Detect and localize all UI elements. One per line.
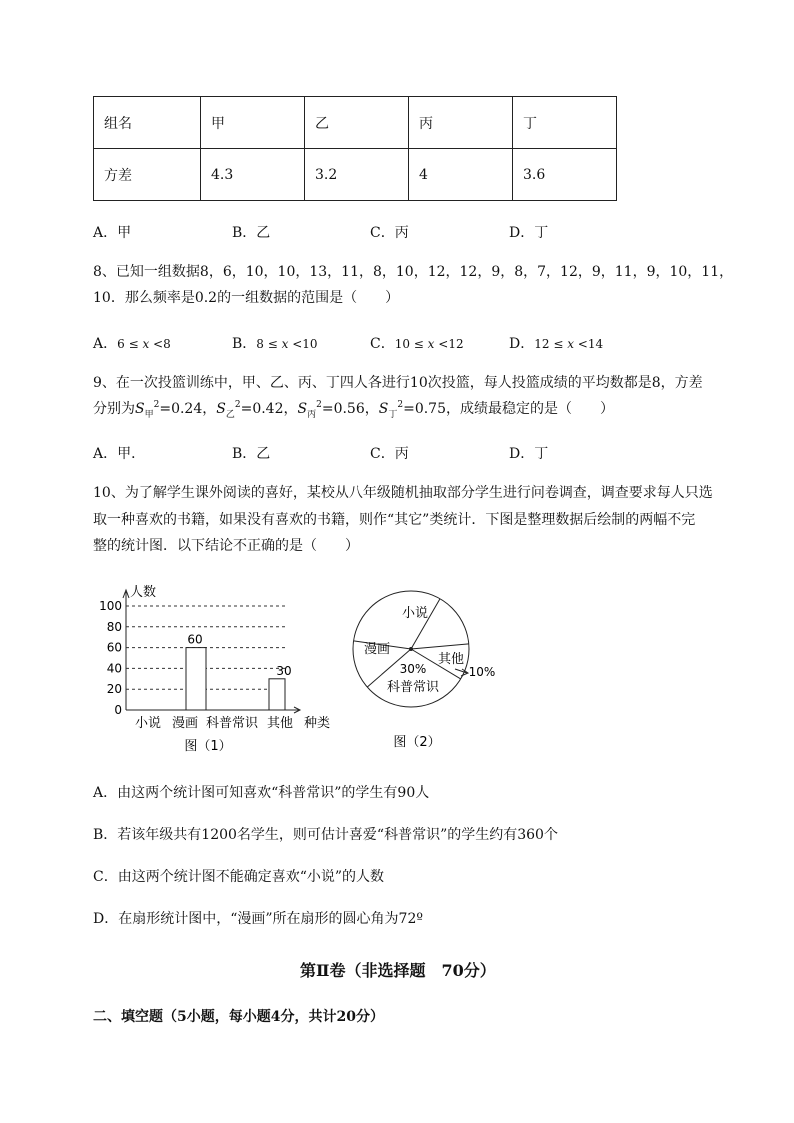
q7-option-b: B．乙 (232, 225, 271, 241)
option-var: x (427, 337, 435, 351)
figure-caption: 图（1） (184, 739, 232, 754)
option-label: B． (232, 336, 257, 352)
pie-label: 其他 (437, 652, 465, 667)
s-sup: 2 (316, 400, 322, 410)
table-row (94, 149, 617, 201)
y-tick-label: 80 (106, 619, 122, 634)
q9-option-a: A．甲． (93, 446, 146, 462)
q10-option-c: C．由这两个统计图不能确定喜欢“小说”的人数 (93, 869, 385, 885)
pie-center (409, 647, 413, 651)
q9-option-b: B．乙 (232, 446, 271, 462)
q9-suffix: 成绩最稳定的是（ ） (460, 401, 614, 417)
q7-option-d: D．丁 (509, 225, 549, 241)
q8-option-d (509, 333, 603, 353)
x-tick-label: 小说 (134, 716, 162, 731)
section-title: 第Ⅱ卷（非选择题 70分） (300, 961, 496, 980)
table-cell: 丙 (409, 97, 513, 149)
q10-line-2: 取一种喜欢的书籍，如果没有喜欢的书籍，则作“其它”类统计．下图是整理数据后绘制的两幅不完 (93, 512, 696, 528)
option-label: A． (93, 336, 118, 352)
q7-option-c: C．丙 (370, 225, 409, 241)
q8-line-1: 8、已知一组数据8，6，10，10，13，11，8，10，12，12，9，8，7，12，9，11，9，10，11， (93, 264, 734, 280)
option-pre: 12 ≤ (534, 337, 568, 351)
option-post: <10 (288, 337, 318, 351)
y-tick-label: 20 (106, 682, 122, 697)
pie-label: 漫画 (363, 642, 391, 657)
q10-option-d: D．在扇形统计图中，“漫画”所在扇形的圆心角为72º (93, 911, 423, 927)
x-tick-label: 其他 (266, 716, 294, 731)
data-label: 30 (276, 663, 292, 678)
q10-line-3: 整的统计图．以下结论不正确的是（ ） (93, 538, 359, 554)
s-val: =0.24， (159, 401, 217, 417)
option-var: x (567, 337, 574, 351)
table-cell: 3.2 (305, 149, 409, 201)
q9-line-2 (93, 396, 614, 425)
q10-line-1: 10、为了解学生课外阅读的喜好，某校从八年级随机抽取部分学生进行问卷调查，调查要求每人只选 (93, 485, 713, 501)
s-sup: 2 (234, 400, 241, 410)
option-label: C． (370, 336, 395, 352)
pie-annotation: 10% (468, 665, 496, 679)
option-post: <8 (149, 337, 171, 351)
table-cell: 乙 (305, 97, 409, 149)
y-axis-label: 人数 (130, 585, 157, 600)
table-cell: 甲 (201, 97, 305, 149)
option-pre: 10 ≤ (394, 337, 428, 351)
y-tick-label: 0 (114, 703, 122, 717)
s-sup: 2 (397, 400, 404, 410)
s-sub: 丙 (307, 410, 317, 420)
pie-label: 科普常识 (386, 680, 440, 695)
q9-line-1: 9、在一次投篮训练中，甲、乙、丙、丁四人各进行10次投篮，每人投篮成绩的平均数都是8，方差 (93, 375, 703, 391)
y-tick-label: 60 (106, 640, 122, 655)
q8-option-c (370, 333, 464, 353)
table-cell: 方差 (94, 149, 201, 201)
pie-label: 小说 (401, 606, 429, 621)
option-var: x (281, 337, 289, 351)
bar (186, 648, 206, 710)
s-letter: S (135, 401, 145, 417)
section-heading: 二、填空题（5小题，每小题4分，共计20分） (93, 1009, 384, 1025)
q9-option-c: C．丙 (370, 446, 409, 462)
table-cell: 组名 (94, 97, 201, 149)
y-tick-label: 100 (99, 599, 122, 613)
q7-option-a: A．甲 (93, 225, 132, 241)
bar (269, 679, 285, 710)
s-val: =0.42， (240, 401, 298, 417)
table-row (94, 97, 617, 149)
option-post: <12 (434, 337, 464, 351)
x-axis-label: 种类 (303, 716, 331, 731)
q9-option-d: D．丁 (509, 446, 549, 462)
q10-option-a: A．由这两个统计图可知喜欢“科普常识”的学生有90人 (93, 785, 430, 801)
q8-option-b (232, 333, 318, 353)
table-cell: 丁 (513, 97, 617, 149)
pie-chart (345, 585, 505, 755)
s-sup: 2 (153, 400, 160, 410)
table-cell: 4.3 (201, 149, 305, 201)
s-sub: 甲 (144, 410, 154, 420)
q8-option-a (93, 333, 171, 353)
option-post: <14 (573, 337, 604, 351)
option-pre: 6 ≤ (117, 337, 143, 351)
table-cell: 4 (409, 149, 513, 201)
variance-table (93, 96, 617, 201)
option-pre: 8 ≤ (256, 337, 282, 351)
y-tick-label: 40 (106, 661, 122, 676)
s-sub: 丁 (388, 410, 398, 420)
s-val: =0.75， (403, 401, 460, 417)
figure-caption: 图（2） (393, 735, 441, 750)
s-val: =0.56， (321, 401, 379, 417)
s-letter: S (378, 401, 389, 417)
s-letter: S (297, 401, 308, 417)
q8-line-2: 10．那么频率是0.2的一组数据的范围是（ ） (93, 290, 400, 306)
data-label: 60 (187, 632, 203, 647)
s-sub: 乙 (225, 410, 235, 420)
x-tick-label: 科普常识 (205, 716, 259, 731)
q9-prefix: 分别为 (93, 401, 135, 417)
x-tick-label: 漫画 (171, 716, 199, 731)
option-label: D． (509, 336, 535, 352)
bar-chart (90, 578, 350, 758)
pie-annotation: 30% (399, 662, 427, 676)
s-letter: S (216, 401, 226, 417)
option-var: x (142, 337, 150, 351)
table-cell: 3.6 (513, 149, 617, 201)
q10-option-b: B．若该年级共有1200名学生，则可估计喜爱“科普常识”的学生约有360个 (93, 827, 558, 843)
